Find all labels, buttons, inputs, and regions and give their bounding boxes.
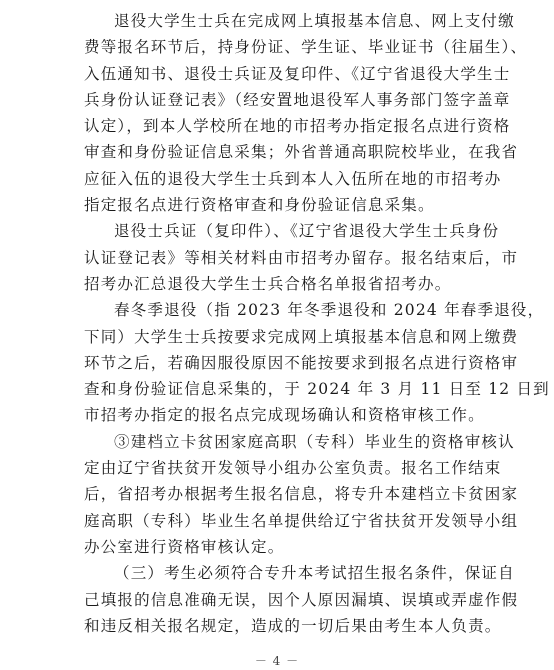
text-line: 市招考办指定的报名点完成现场确认和资格审核工作。 [84, 406, 485, 425]
text-line: 退役大学生士兵在完成网上填报基本信息、网上支付缴 [114, 12, 515, 30]
text-line: 和违反相关报名规定，造成的一切后果由考生本人负责。 [84, 616, 502, 635]
text-line: 办公室进行资格审核认定。 [84, 537, 285, 556]
text-line: 庭高职（专科）毕业生名单提供给辽宁省扶贫开发领导小组 [84, 511, 519, 530]
text-line: 己填报的信息准确无误，因个人原因漏填、误填或弄虚作假 [84, 590, 519, 609]
text-line: （三）考生必须符合专升本考试招生报名条件，保证自 [114, 564, 515, 583]
paragraph-spring-winter-discharge [84, 297, 550, 428]
text-line: 费等报名环节后，持身份证、学生证、毕业证书（往届生）、 [84, 38, 528, 57]
paragraph-veteran-registration [84, 8, 528, 218]
text-line: 兵身份认证登记表》（经安置地退役军人事务部门签字盖章 [84, 90, 511, 109]
text-line: 认定），到本人学校所在地的市招考办指定报名点进行资格 [84, 117, 511, 136]
text-line: 指定报名点进行资格审查和身份验证信息采集。 [84, 196, 435, 215]
text-line: 认证登记表》等相关材料由市招考办留存。报名结束后，市 [84, 248, 519, 267]
text-line: 定由辽宁省扶贫开发领导小组办公室负责。报名工作结束 [84, 459, 502, 478]
paragraph-materials-retention [84, 218, 519, 297]
paragraph-applicant-responsibility [84, 560, 519, 639]
text-line: 查和身份验证信息采集的，于 2024 年 3 月 11 日至 12 日到 [84, 380, 550, 399]
document-page [84, 8, 550, 648]
text-line: 审查和身份验证信息采集；外省普通高职院校毕业，在我省 [84, 143, 519, 162]
text-line: 入伍通知书、退役士兵证及复印件、《辽宁省退役大学生士 [84, 64, 511, 83]
text-line: 应征入伍的退役大学生士兵到本人入伍所在地的市招考办 [84, 169, 502, 188]
text-line: 春冬季退役（指 2023 年冬季退役和 2024 年春季退役， [114, 301, 545, 320]
text-line: 下同）大学生士兵按要求完成网上填报基本信息和网上缴费 [84, 327, 519, 346]
paragraph-poverty-graduates [84, 429, 519, 560]
page-number: － 4 － [254, 654, 300, 668]
text-line: 后，省招考办根据考生报名信息，将专升本建档立卡贫困家 [84, 485, 519, 504]
text-line: ③建档立卡贫困家庭高职（专科）毕业生的资格审核认 [114, 432, 515, 451]
text-line: 环节之后，若确因服役原因不能按要求到报名点进行资格审 [84, 353, 519, 372]
text-line: 退役士兵证（复印件）、《辽宁省退役大学生士兵身份 [114, 222, 500, 241]
text-line: 招考办汇总退役大学生士兵合格名单报省招考办。 [84, 274, 452, 293]
